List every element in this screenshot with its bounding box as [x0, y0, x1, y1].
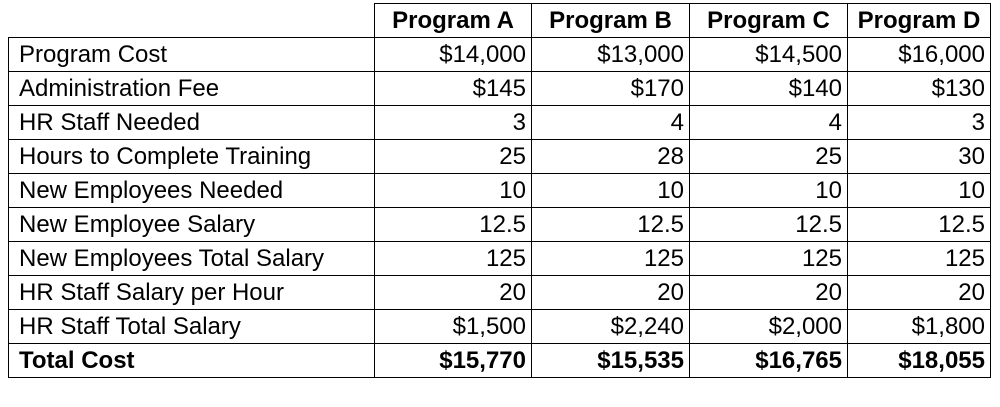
header-row	[9, 4, 991, 38]
table-cell: 20	[690, 276, 848, 310]
total-row	[9, 344, 991, 378]
table-cell: 10	[375, 174, 532, 208]
table-cell: 10	[532, 174, 690, 208]
total-cell: $16,765	[690, 344, 848, 378]
row-label: Program Cost	[9, 38, 375, 72]
column-header: Program D	[848, 4, 991, 38]
table-cell: $130	[848, 72, 991, 106]
table-cell: $2,000	[690, 310, 848, 344]
table-cell: 10	[848, 174, 991, 208]
row-label: Administration Fee	[9, 72, 375, 106]
column-header: Program A	[375, 4, 532, 38]
total-cell: $15,770	[375, 344, 532, 378]
table-cell: 25	[375, 140, 532, 174]
table-cell: 20	[375, 276, 532, 310]
table-row	[9, 276, 991, 310]
table-cell: 125	[690, 242, 848, 276]
row-label: HR Staff Needed	[9, 106, 375, 140]
table-cell: 30	[848, 140, 991, 174]
table-cell: $1,500	[375, 310, 532, 344]
table-cell: $16,000	[848, 38, 991, 72]
table-row	[9, 310, 991, 344]
total-cell: $15,535	[532, 344, 690, 378]
table-cell: 4	[532, 106, 690, 140]
table-cell: $2,240	[532, 310, 690, 344]
column-header: Program C	[690, 4, 848, 38]
table-cell: 3	[375, 106, 532, 140]
table-cell: 4	[690, 106, 848, 140]
table-cell: 12.5	[532, 208, 690, 242]
row-label: HR Staff Total Salary	[9, 310, 375, 344]
table-row	[9, 38, 991, 72]
table-cell: 25	[690, 140, 848, 174]
table-cell: 12.5	[848, 208, 991, 242]
table-cell: $140	[690, 72, 848, 106]
table-cell: 12.5	[375, 208, 532, 242]
row-label: HR Staff Salary per Hour	[9, 276, 375, 310]
table-cell: 125	[848, 242, 991, 276]
row-label: New Employees Needed	[9, 174, 375, 208]
column-header: Program B	[532, 4, 690, 38]
table-cell: 12.5	[690, 208, 848, 242]
table-cell: $145	[375, 72, 532, 106]
table-cell: $14,500	[690, 38, 848, 72]
corner-cell	[9, 4, 375, 38]
row-label: New Employee Salary	[9, 208, 375, 242]
table-row	[9, 72, 991, 106]
table-cell: 20	[532, 276, 690, 310]
total-cell: $18,055	[848, 344, 991, 378]
row-label: Hours to Complete Training	[9, 140, 375, 174]
table-row	[9, 140, 991, 174]
table-cell: 10	[690, 174, 848, 208]
table-row	[9, 208, 991, 242]
table-cell: 125	[532, 242, 690, 276]
program-cost-table	[8, 3, 991, 378]
table-row	[9, 242, 991, 276]
table-cell: $170	[532, 72, 690, 106]
table-cell: 125	[375, 242, 532, 276]
table-row	[9, 174, 991, 208]
total-row-label: Total Cost	[9, 344, 375, 378]
row-label: New Employees Total Salary	[9, 242, 375, 276]
table-cell: $1,800	[848, 310, 991, 344]
table-row	[9, 106, 991, 140]
table-cell: $14,000	[375, 38, 532, 72]
table-cell: 20	[848, 276, 991, 310]
table-cell: 3	[848, 106, 991, 140]
table-cell: $13,000	[532, 38, 690, 72]
table-cell: 28	[532, 140, 690, 174]
